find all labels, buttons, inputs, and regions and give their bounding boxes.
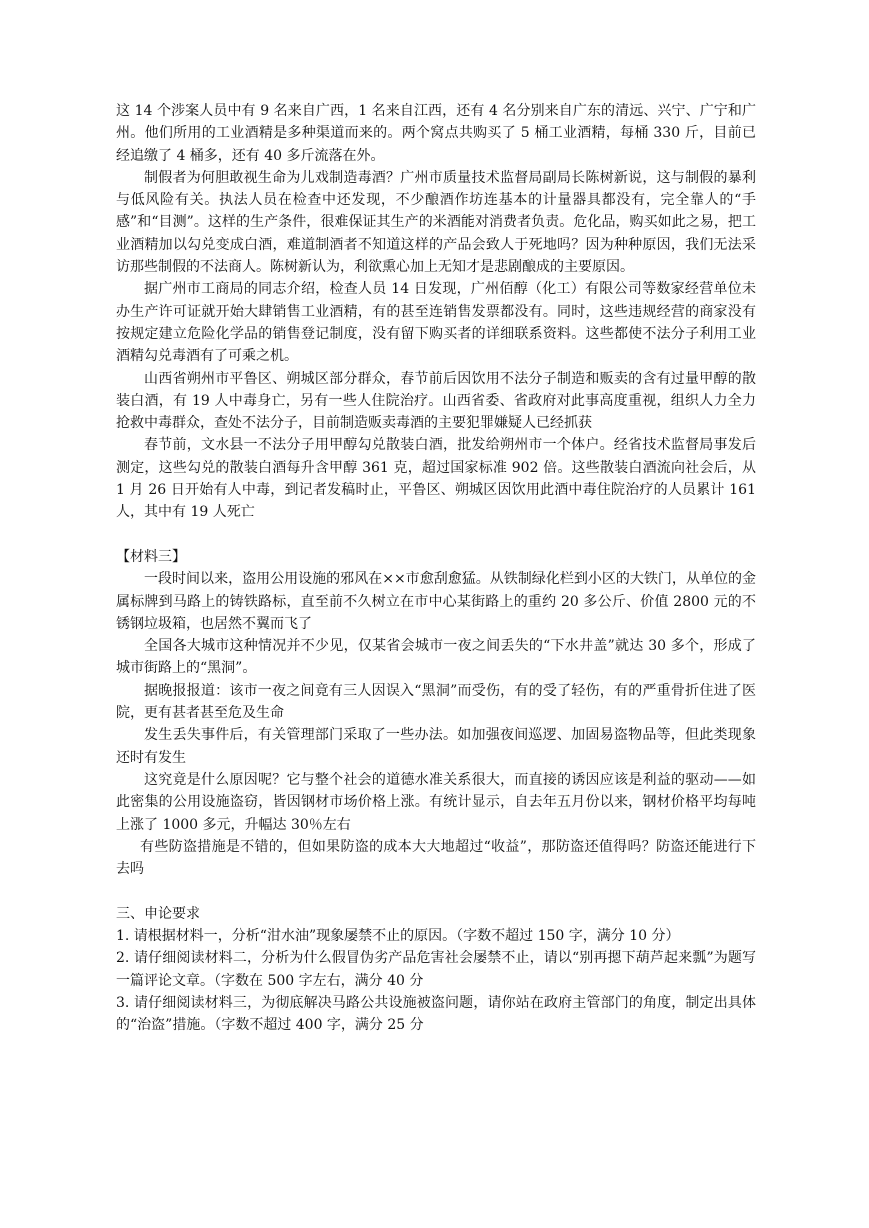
paragraph-business-bureau: 据广州市工商局的同志介绍，检查人员 14 日发现，广州佰醇（化工）有限公司等数家经营单位未办生产许可证就开始大肆销售工业酒精，有的甚至连销售发票都没有。同时，这些违规经营的商家没有按规定建立危险化学品的销售登记制度，没有留下购买者的详细联系资料。这些都使不法分子利用工业酒精勾兑毒酒有了可乘之机。	[116, 281, 756, 365]
paragraph-manhole-covers: 全国各大城市这种情况并不少见，仅某省会城市一夜之间丢失的“下水井盖”就达 30 多个，形成了城市街路上的“黑洞”。	[116, 638, 756, 677]
requirement-1: 1. 请根据材料一，分析“泔水油”现象屡禁不止的原因。（字数不超过 150 字，满分 10 分）	[116, 927, 680, 944]
paragraph-suspects: 这 14 个涉案人员中有 9 名来自广西，1 名来自江西，还有 4 名分别来自广东的清远、兴宁、广宁和广州。他们所用的工业酒精是多种渠道而来的。两个窝点共购买了 5 桶工业酒精，每桶 330 斤，目前已经追缴了 4 桶多，还有 40 多斤流落在外。	[116, 103, 756, 164]
paragraph-evening-news: 据晚报报道：该市一夜之间竟有三人因误入“黑洞”而受伤，有的受了轻伤，有的严重骨折住进了医院，更有甚者甚至危及生命	[116, 682, 756, 722]
paragraph-measures: 发生丢失事件后，有关管理部门采取了一些办法。如加强夜间巡逻、加固易盗物品等，但此类现象还时有发生	[116, 727, 756, 766]
paragraph-theft-trend: 一段时间以来，盗用公用设施的邪风在××市愈刮愈猛。从铁制绿化栏到小区的大铁门，从单位的金属标牌到马路上的铸铁路标，直至前不久树立在市中心某街路上的重约 20 多公斤、价值 2800 元的不锈钢垃圾箱，也居然不翼而飞了	[116, 571, 756, 632]
requirement-2: 2. 请仔细阅读材料二，分析为什么假冒伪劣产品危害社会屡禁不止，请以“别再摁下葫芦起来瓢”为题写一篇评论文章。（字数在 500 字左右，满分 40 分	[116, 950, 756, 989]
paragraph-motive: 制假者为何胆敢视生命为儿戏制造毒酒？广州市质量技术监督局副局长陈树新说，这与制假的暴利与低风险有关。执法人员在检查中还发现，不少酿酒作坊连基本的计量器具都没有，完全靠人的“手感”和“目测”。这样的生产条件，很难保证其生产的米酒能对消费者负责。危化品，购买如此之易，把工业酒精加以勾兑变成白酒，难道制酒者不知道这样的产品会致人于死地吗？因为种种原因，我们无法采访那些制假的不法商人。陈树新认为，利欲熏心加上无知才是悲剧酿成的主要原因。	[116, 169, 756, 276]
section-three-title: 三、申论要求	[116, 905, 200, 922]
spacer	[116, 880, 756, 902]
paragraph-wenshui: 春节前，文水县一不法分子用甲醇勾兑散装白酒，批发给朔州市一个体户。经省技术监督局事发后测定，这些勾兑的散装白酒每升含甲醇 361 克，超过国家标准 902 倍。这些散装白酒流向社会后，从 1 月 26 日开始有人中毒，到记者发稿时止，平鲁区、朔城区因饮用此酒中毒住院治疗的人员累计 161 人，其中有 19 人死亡	[116, 437, 756, 521]
paragraph-cause: 这究竟是什么原因呢？它与整个社会的道德水准关系很大，而直接的诱因应该是利益的驱动——如此密集的公用设施盗窃，皆因钢材市场价格上涨。有统计显示，自去年五月份以来，钢材价格平均每吨上涨了 1000 多元，升幅达 30％左右	[116, 771, 756, 833]
material-three-title: 【材料三】	[116, 548, 186, 565]
paragraph-anti-theft-cost: 有些防盗措施是不错的，但如果防盗的成本大大地超过“收益”，那防盗还值得吗？防盗还能进行下去吗	[116, 838, 756, 878]
paragraph-shanxi: 山西省朔州市平鲁区、朔城区部分群众，春节前后因饮用不法分子制造和贩卖的含有过量甲醇的散装白酒，有 19 人中毒身亡，另有一些人住院治疗。山西省委、省政府对此事高度重视，组织人力全力抢救中毒群众，查处不法分子，目前制造贩卖毒酒的主要犯罪嫌疑人已经抓获	[116, 370, 756, 432]
spacer	[116, 524, 756, 546]
requirement-3: 3. 请仔细阅读材料三，为彻底解决马路公共设施被盗问题，请你站在政府主管部门的角度，制定出具体的“治盗”措施。（字数不超过 400 字，满分 25 分	[116, 994, 756, 1034]
document-page	[116, 100, 756, 1036]
